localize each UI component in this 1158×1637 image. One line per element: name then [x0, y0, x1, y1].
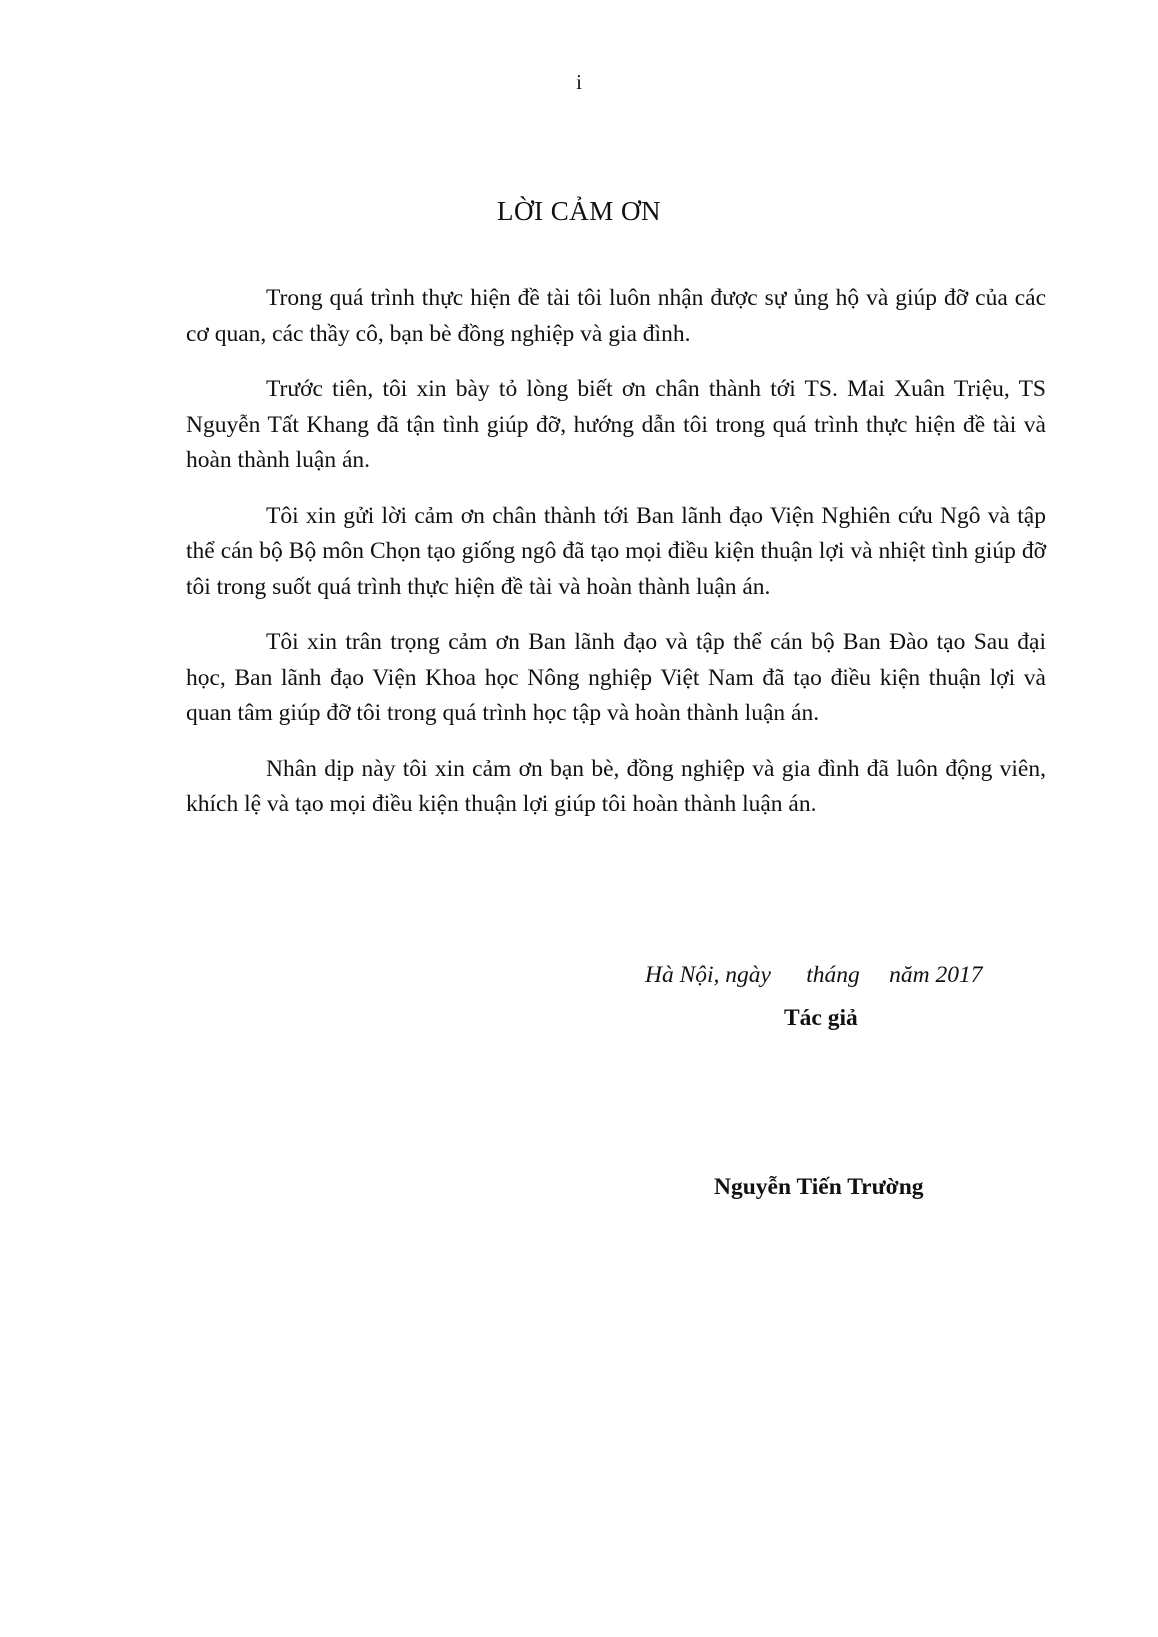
paragraph: Nhân dịp này tôi xin cảm ơn bạn bè, đồng nghiệp và gia đình đã luôn động viên, khích lệ và tạo mọi điều kiện thuận lợi giúp tôi hoàn thành luận án.: [186, 755, 1046, 817]
acknowledgement-body: [186, 281, 1046, 843]
paragraph: Tôi xin gửi lời cảm ơn chân thành tới Ban lãnh đạo Viện Nghiên cứu Ngô và tập thể cán bộ Bộ môn Chọn tạo giống ngô đã tạo mọi điều kiện thuận lợi và nhiệt tình giúp đỡ tôi trong suốt quá trình thực hiện đề tài và hoàn thành luận án.: [186, 502, 1046, 600]
page-title: LỜI CẢM ƠN: [497, 196, 661, 226]
date-line: Hà Nội, ngày tháng năm 2017: [645, 962, 983, 988]
page-number: i: [576, 70, 582, 94]
author-name: Nguyễn Tiến Trường: [714, 1174, 924, 1200]
author-label: Tác giả: [784, 1005, 858, 1031]
paragraph: Trước tiên, tôi xin bày tỏ lòng biết ơn chân thành tới TS. Mai Xuân Triệu, TS Nguyễn Tất Khang đã tận tình giúp đỡ, hướng dẫn tôi trong quá trình thực hiện đề tài và hoàn thành luận án.: [186, 376, 1046, 473]
paragraph: Tôi xin trân trọng cảm ơn Ban lãnh đạo và tập thể cán bộ Ban Đào tạo Sau đại học, Ban lãnh đạo Viện Khoa học Nông nghiệp Việt Nam đã tạo điều kiện thuận lợi và quan tâm giúp đỡ tôi trong quá trình học tập và hoàn thành luận án.: [186, 629, 1046, 726]
paragraph: Trong quá trình thực hiện đề tài tôi luôn nhận được sự ủng hộ và giúp đỡ của các cơ quan, các thầy cô, bạn bè đồng nghiệp và gia đình.: [186, 285, 1046, 347]
